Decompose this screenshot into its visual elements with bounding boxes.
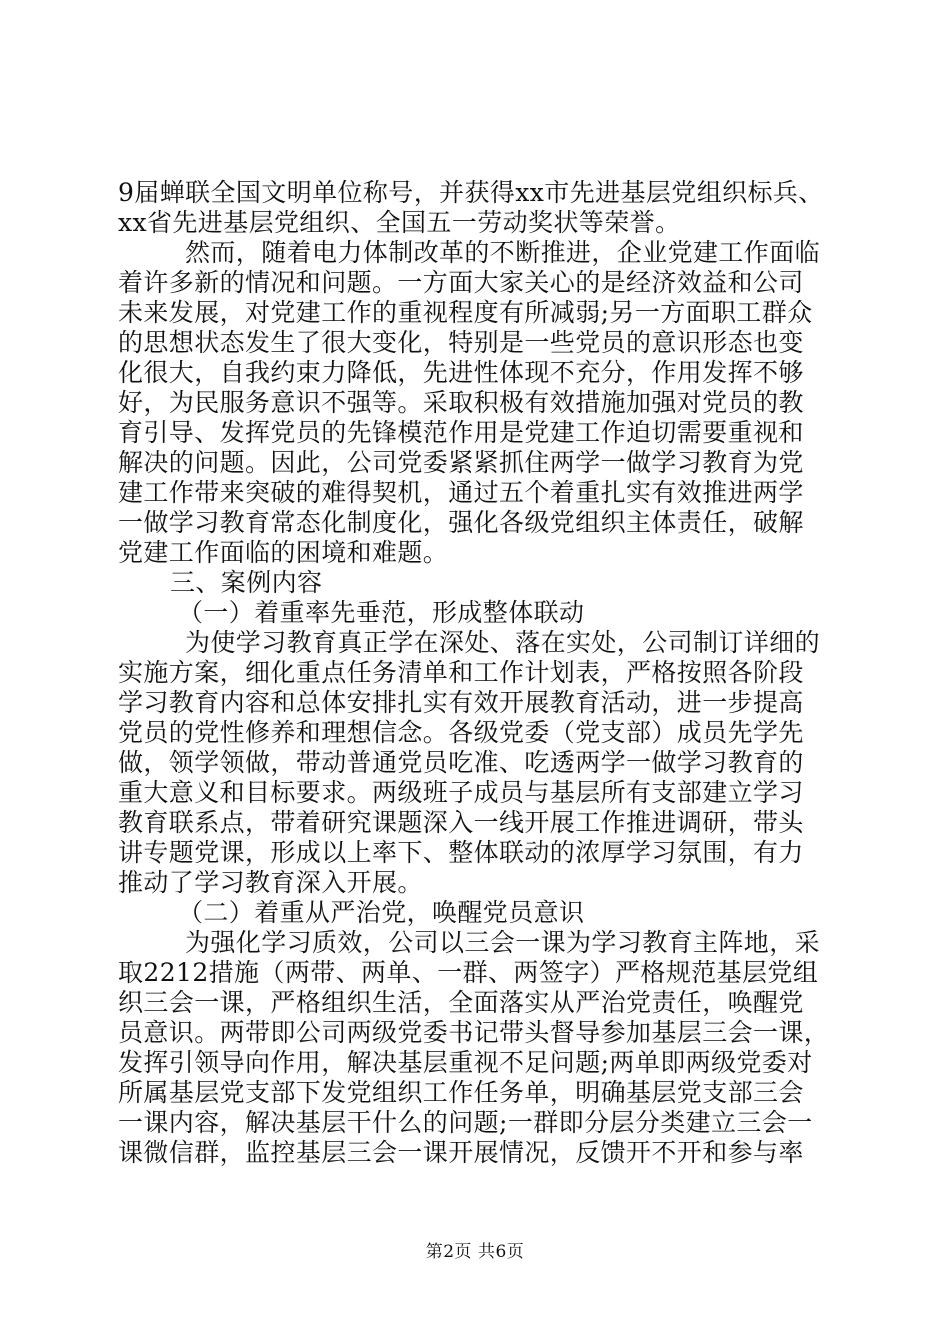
text-line: 的思想状态发生了很大变化，特别是一些党员的意识形态也变 (118, 328, 804, 357)
text-line: 育引导、发挥党员的先锋模范作用是党建工作迫切需要重视和 (118, 418, 804, 447)
text-line: 一课内容，解决基层干什么的问题;一群即分层分类建立三会一 (118, 1108, 813, 1137)
text-line: 织三会一课，严格组织生活，全面落实从严治党责任，唤醒党 (118, 988, 804, 1017)
text-line: 重大意义和目标要求。两级班子成员与基层所有支部建立学习 (118, 778, 804, 807)
text-line: xx省先进基层党组织、全国五一劳动奖状等荣誉。 (118, 208, 681, 237)
text-line: 一做学习教育常态化制度化，强化各级党组织主体责任，破解 (118, 508, 804, 537)
text-line: 未来发展，对党建工作的重视程度有所减弱;另一方面职工群众 (118, 298, 813, 327)
text-line: 课微信群，监控基层三会一课开展情况，反馈开不开和参与率 (118, 1138, 804, 1167)
text-line: 讲专题党课，形成以上率下、整体联动的浓厚学习氛围，有力 (118, 838, 804, 867)
text-line: 党建工作面临的困境和难题。 (118, 538, 449, 567)
text-line: 推动了学习教育深入开展。 (118, 868, 423, 897)
subsection-heading: （二）着重从严治党，唤醒党员意识 (178, 898, 585, 927)
paragraph-start-line: 为使学习教育真正学在深处、落在实处，公司制订详细的 (185, 628, 821, 657)
text-line: 党员的党性修养和理想信念。各级党委（党支部）成员先学先 (118, 718, 804, 747)
text-line: 做，领学领做，带动普通党员吃准、吃透两学一做学习教育的 (118, 748, 804, 777)
text-line: 取2212措施（两带、两单、一群、两签字）严格规范基层党组 (118, 958, 819, 987)
text-line: 9届蝉联全国文明单位称号，并获得xx市先进基层党组织标兵、 (118, 178, 824, 207)
text-line: 解决的问题。因此，公司党委紧紧抓住两学一做学习教育为党 (118, 448, 804, 477)
text-line: 发挥引领导向作用，解决基层重视不足问题;两单即两级党委对 (118, 1048, 813, 1077)
page-footer: 第2页 共6页 (425, 1242, 525, 1262)
text-line: 化很大，自我约束力降低，先进性体现不充分，作用发挥不够 (118, 358, 804, 387)
text-line: 所属基层党支部下发党组织工作任务单，明确基层党支部三会 (118, 1078, 804, 1107)
paragraph-start-line: 为强化学习质效，公司以三会一课为学习教育主阵地，采 (185, 928, 821, 957)
text-line: 教育联系点，带着研究课题深入一线开展工作推进调研，带头 (118, 808, 804, 837)
document-body (118, 178, 830, 1168)
text-line: 着许多新的情况和问题。一方面大家关心的是经济效益和公司 (118, 268, 804, 297)
text-line: 实施方案，细化重点任务清单和工作计划表，严格按照各阶段 (118, 658, 804, 687)
text-line: 好，为民服务意识不强等。采取积极有效措施加强对党员的教 (118, 388, 804, 417)
subsection-heading: （一）着重率先垂范，形成整体联动 (178, 598, 585, 627)
text-line: 学习教育内容和总体安排扎实有效开展教育活动，进一步提高 (118, 688, 804, 717)
section-heading: 三、案例内容 (170, 568, 323, 597)
text-line: 建工作带来突破的难得契机，通过五个着重扎实有效推进两学 (118, 478, 804, 507)
text-line: 员意识。两带即公司两级党委书记带头督导参加基层三会一课， (118, 1018, 830, 1047)
paragraph-start-line: 然而，随着电力体制改革的不断推进，企业党建工作面临 (185, 238, 821, 267)
